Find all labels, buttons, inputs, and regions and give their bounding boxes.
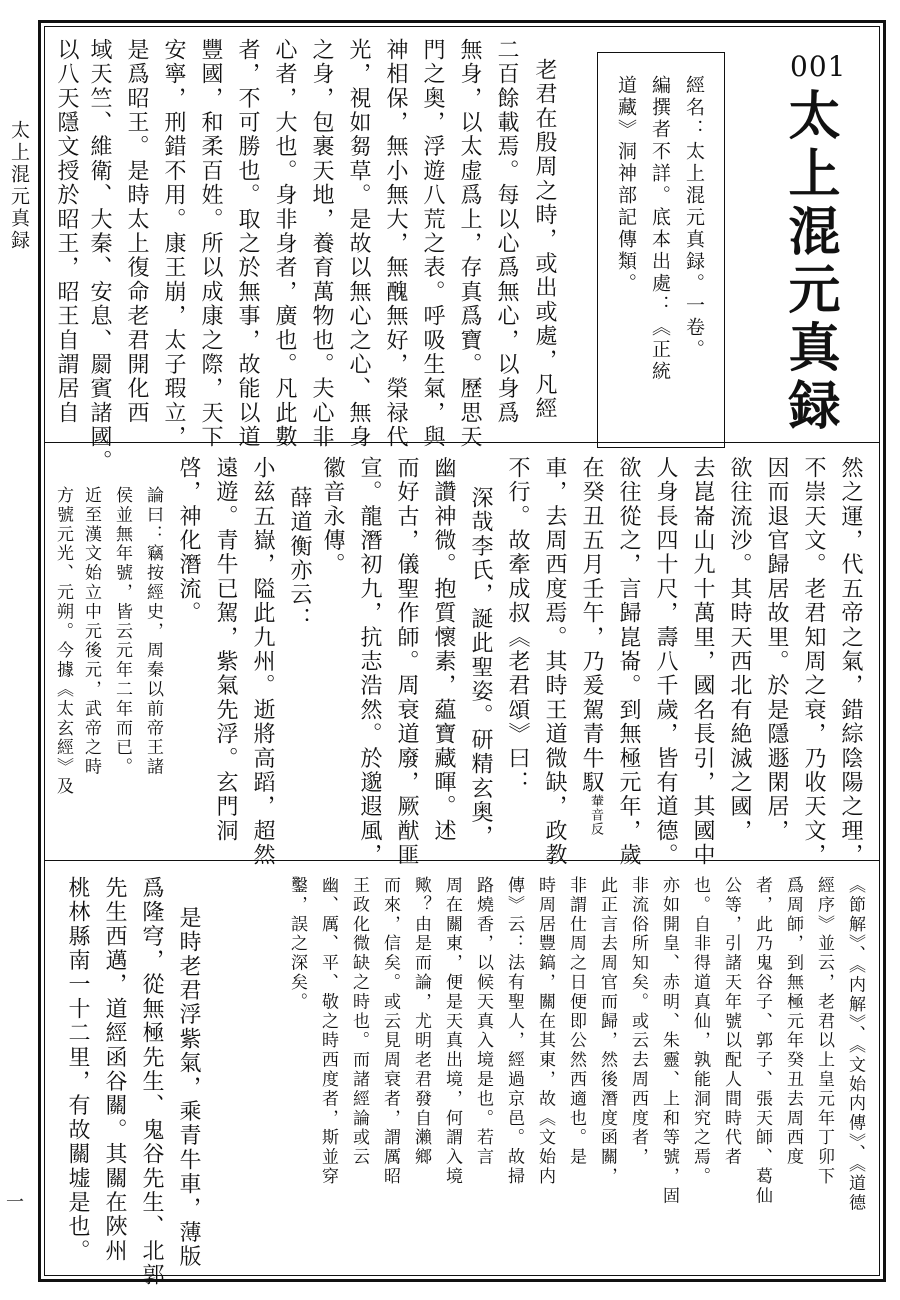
commentary-column: 周在關東，便是天真出境，何謂入境 (442, 876, 462, 1187)
commentary-column: 王政化微缺之時也。而諸經論或云 (349, 876, 369, 1167)
commentary-column: 傳》云：法有聖人，經過京邑。故掃 (504, 876, 524, 1187)
commentary-column: 侯並無年號，皆云元年二年而已。 (112, 486, 132, 777)
text-column: 在癸丑五月壬午，乃爰駕青牛馭 (579, 456, 604, 795)
info-line: 道藏》洞神部記傳類。 (615, 75, 637, 295)
commentary-column: 而來，信矣。或云見周衰者，謂厲昭 (380, 876, 400, 1187)
page-number: 一 (6, 1192, 24, 1213)
text-column: 域天竺、維衛、大秦、安息、罽賓諸國。 (87, 38, 112, 474)
commentary-column: 亦如開皇、赤明、朱靈、上和等號，固 (659, 876, 679, 1206)
commentary-column: 歟？由是而論，尤明老君發自瀨鄉 (411, 876, 431, 1167)
text-column: 心者，大也。身非身者，廣也。凡此數 (272, 38, 297, 450)
commentary-column: 非謂仕周之日便即公然西適也。是 (566, 876, 586, 1167)
text-column: 宣。龍潛初九，抗志浩然。於邈遐風， (357, 456, 382, 868)
commentary-column: 時周居豐鎬，關在其東，故《文始内 (535, 876, 555, 1187)
text-number: 001 (790, 50, 847, 83)
commentary-column: 經序》並云，老君以上皇元年丁卯下 (814, 876, 834, 1187)
text-column: 啓，神化潛流。 (176, 456, 201, 626)
text-column: 車，去周西度焉。其時王道微缺，政教 (542, 456, 567, 868)
text-column: 是爲昭王。是時太上復命老君開化西 (124, 38, 149, 426)
text-column: 以八天隱文授於昭王，昭王自謂居自 (54, 38, 79, 426)
text-column: 爲隆穹，從無極先生、鬼谷先生、北郭 (139, 876, 164, 1288)
text-column: 豐國，和柔百姓。所以成康之際，天下 (198, 38, 223, 450)
text-column: 然之運，代五帝之氣，錯綜陰陽之理， (838, 456, 863, 868)
main-title: 太上混元真録 (779, 88, 839, 436)
text-column: 先生西邁，道經函谷關。其關在陜州 (102, 876, 127, 1264)
commentary-column: 爲周師，到無極元年癸丑去周西度 (783, 876, 803, 1167)
info-box (597, 52, 725, 448)
commentary-column: 非流俗所知矣。或云去周西度者， (628, 876, 648, 1167)
info-line: 經名：太上混元真録。一卷。 (683, 75, 705, 361)
text-column: 桃林縣南一十二里，有故關墟是也。 (65, 876, 90, 1264)
text-column: 之身，包裹天地，養育萬物也。夫心非 (309, 38, 334, 450)
commentary-column: 論曰：竊按經史，周秦以前帝王諸 (143, 486, 163, 777)
commentary-column: 幽、厲、平、敬之時西度者，斯並穿 (318, 876, 338, 1187)
text-column: 深哉李氏，誕此聖姿。研精玄奥， (468, 486, 493, 849)
text-column: 是時老君浮紫氣，乘青牛車，薄版 (176, 906, 201, 1269)
text-column: 神相保，無小無大，無醜無好，榮禄代 (383, 38, 408, 450)
text-column: 欲往從之，言歸崑崙。到無極元年，歲 (616, 456, 641, 868)
side-running-title: 太上混元真録 (8, 120, 30, 252)
text-column: 徽音永傳。 (320, 456, 345, 577)
commentary-column: 路燒香，以候天真入境是也。若言 (473, 876, 493, 1167)
text-column: 欲往流沙。其時天西北有絶滅之國， (727, 456, 752, 844)
text-column: 安寧，刑錯不用。康王崩，太子瑕立， (161, 38, 186, 450)
commentary-column: 公等，引諸天年號以配人間時代者 (721, 876, 741, 1167)
text-column: 人身長四十尺，壽八千歲，皆有道德。 (653, 456, 678, 868)
commentary-column: 鑿，誤之深矣。 (287, 876, 307, 1012)
commentary-column: 者，此乃鬼谷子、郭子、張天師、葛仙 (752, 876, 772, 1206)
commentary-column: 《節解》、《内解》、《文始内傳》、《道德 (845, 876, 865, 1213)
section-divider-2 (44, 860, 880, 861)
commentary-column: 近至漢文始立中元後元，武帝之時 (81, 486, 101, 777)
text-column: 去崑崙山九十萬里，國名長引，其國中 (690, 456, 715, 868)
commentary-column: 此正言去周官而歸，然後潛度函關， (597, 876, 617, 1187)
text-column: 光，視如芻草。是故以無心之心、無身 (346, 38, 371, 450)
text-column: 遠遊。青牛已駕，紫氣先浮。玄門洞 (213, 456, 238, 844)
text-column: 不行。故牽成叔《老君頌》曰： (505, 456, 530, 795)
text-column: 不崇天文。老君知周之衰，乃收天文， (801, 456, 826, 868)
text-column: 老君在殷周之時，或出或處，凡經 (532, 58, 557, 421)
text-column: 無身，以太虚爲上，存真爲寶。歷思天 (457, 38, 482, 450)
reading-note: 輂音反 (588, 794, 603, 836)
text-column: 小兹五嶽，隘此九州。逝將高蹈，超然 (250, 456, 275, 868)
info-line: 編撰者不詳。底本出處：《正統 (649, 75, 671, 383)
text-column: 二百餘載焉。每以心爲無心，以身爲 (494, 38, 519, 426)
text-column: 因而退官歸居故里。於是隱遯閑居， (764, 456, 789, 844)
text-column: 薛道衡亦云： (287, 486, 312, 632)
text-column: 者，不可勝也。取之於無事，故能以道 (235, 38, 260, 450)
commentary-column: 也。自非得道真仙，孰能洞究之焉。 (690, 876, 710, 1187)
commentary-column: 方號元光、元朔。今據《太玄經》及 (53, 486, 73, 797)
text-column: 而好古，儀聖作師。周衰道廢，厥猷匪 (394, 456, 419, 868)
text-column: 幽讚神微。抱質懷素，藴寶藏暉。述 (431, 456, 456, 844)
text-column: 門之奥，浮遊八荒之表。呼吸生氣，與 (420, 38, 445, 450)
